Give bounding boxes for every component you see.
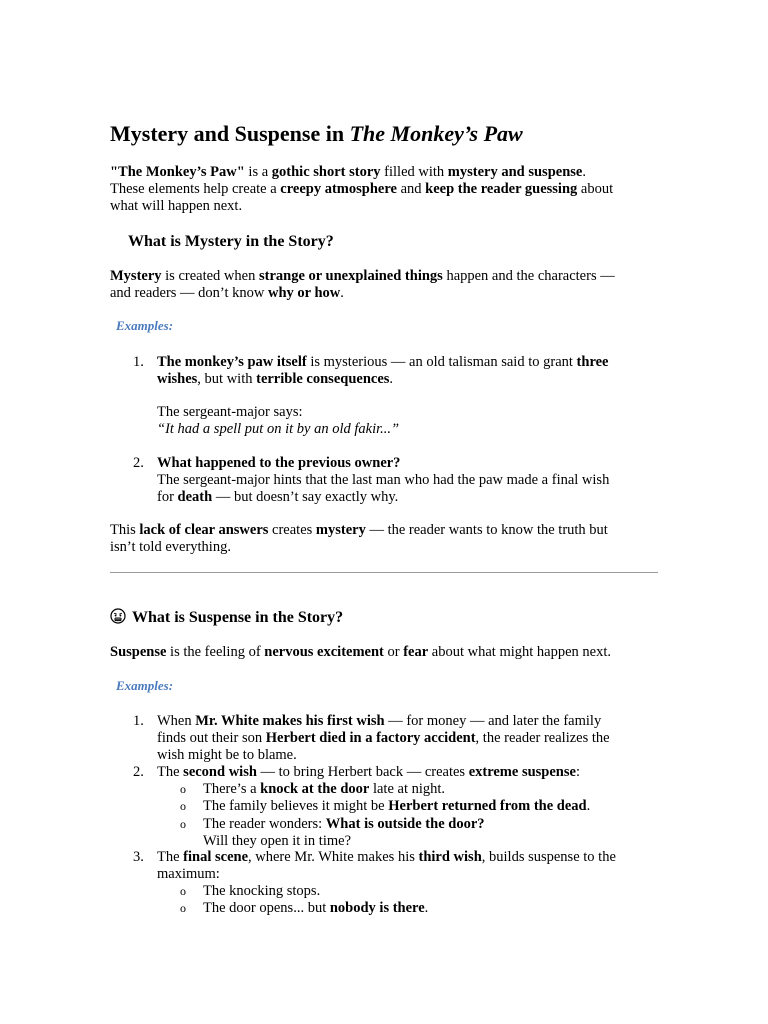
section-divider	[110, 572, 658, 573]
item-text: The sergeant-major hints that the last man who had the paw made a final wish	[157, 472, 610, 488]
intro-text: creepy atmosphere	[280, 181, 397, 197]
intro-text: .	[582, 164, 586, 180]
list-number: 1.	[133, 354, 144, 370]
item-text: The monkey’s paw itself	[157, 354, 307, 370]
bullet-text: What is outside the door?	[325, 816, 485, 832]
item-text: When	[157, 713, 196, 729]
conclusion-text: mystery	[315, 522, 366, 538]
item-text: maximum:	[157, 866, 220, 882]
item-text: second wish	[183, 764, 257, 780]
list-number: 1.	[133, 713, 144, 729]
bullet-item	[203, 816, 663, 850]
bullet-text: The family believes it might be	[203, 798, 389, 814]
page-title	[110, 120, 523, 148]
suspense-def-text: about what might happen next.	[428, 644, 611, 660]
item-text: , the reader realizes the	[475, 730, 610, 746]
item-text: :	[575, 764, 580, 780]
intro-text: These elements help create a	[110, 181, 281, 197]
bullet-text: knock at the door	[260, 781, 370, 797]
conclusion-text: This	[110, 522, 140, 538]
item-text: .	[389, 371, 394, 387]
mystery-definition	[110, 268, 660, 302]
bullet-text: Herbert returned from the dead	[388, 798, 587, 814]
item-text: , but with	[197, 371, 257, 387]
quote-text: “It had a spell put on it by an old fakir...”	[157, 421, 400, 437]
item-text: — but doesn’t say exactly why.	[212, 489, 399, 505]
intro-text: what will happen next.	[110, 198, 243, 214]
item-text: is mysterious — an old talisman said to grant	[306, 354, 577, 370]
suspense-def-text: or	[383, 644, 404, 660]
item-text: , where Mr. White makes his	[248, 849, 419, 865]
mystery-examples-label: Examples:	[116, 318, 174, 333]
item-title: What happened to the previous owner?	[157, 455, 401, 471]
item-text: , builds suspense to the	[481, 849, 616, 865]
list-item	[157, 764, 657, 781]
bullet-text: The reader wonders:	[203, 816, 326, 832]
suspense-examples-label: Examples:	[116, 678, 174, 693]
bullet-marker: o	[180, 901, 186, 915]
item-text: wish might be to blame.	[157, 747, 297, 763]
anxious-face-icon	[110, 608, 126, 624]
list-item	[157, 713, 657, 764]
bullet-text: The door opens... but	[203, 900, 330, 916]
intro-paragraph	[110, 164, 660, 215]
item-text: — to bring Herbert back — creates	[256, 764, 469, 780]
item-text: for	[157, 489, 178, 505]
list-item	[157, 849, 657, 883]
item-text: death	[177, 489, 213, 505]
suspense-definition	[110, 644, 660, 661]
bullet-item	[203, 798, 663, 815]
suspense-heading-text: What is Suspense in the Story?	[132, 609, 344, 626]
quote-intro: The sergeant-major says:	[157, 404, 303, 420]
bullet-item	[203, 781, 663, 798]
list-number: 2.	[133, 455, 144, 471]
item-text: The	[157, 849, 184, 865]
list-item	[157, 455, 657, 506]
list-number: 2.	[133, 764, 144, 780]
intro-text: and	[396, 181, 426, 197]
bullet-text: There’s a	[203, 781, 261, 797]
title-text: Mystery and Suspense in	[110, 121, 350, 146]
conclusion-text: lack of clear answers	[139, 522, 269, 538]
list-number: 3.	[133, 849, 144, 865]
mystery-def-text: strange or unexplained things	[258, 268, 443, 284]
item-text: final scene	[183, 849, 249, 865]
suspense-def-text: is the feeling of	[166, 644, 265, 660]
item-text: extreme suspense	[468, 764, 576, 780]
mystery-def-text: .	[340, 285, 344, 301]
intro-text: is a	[244, 164, 272, 180]
item-text: Herbert died in a factory accident	[265, 730, 476, 746]
item-text: — for money — and later the family	[384, 713, 602, 729]
mystery-def-text: why or how	[268, 285, 341, 301]
item-text: The	[157, 764, 184, 780]
intro-text: about	[577, 181, 614, 197]
suspense-def-text: nervous excitement	[264, 644, 384, 660]
conclusion-text: — the reader wants to know the truth but	[365, 522, 608, 538]
mystery-def-text: is created when	[161, 268, 259, 284]
bullet-marker: o	[180, 884, 186, 898]
intro-text: filled with	[380, 164, 448, 180]
mystery-conclusion	[110, 522, 660, 556]
mystery-def-text: and readers — don’t know	[110, 285, 268, 301]
suspense-heading	[110, 608, 343, 628]
item-text: third wish	[418, 849, 482, 865]
bullet-item	[203, 900, 663, 917]
bullet-marker: o	[180, 817, 186, 831]
conclusion-text: creates	[268, 522, 316, 538]
mystery-def-text: happen and the characters —	[442, 268, 615, 284]
bullet-text: Will they open it in time?	[203, 833, 352, 849]
bullet-marker: o	[180, 782, 186, 796]
mystery-def-text: Mystery	[110, 268, 162, 284]
bullet-text: The knocking stops.	[203, 883, 321, 899]
mystery-heading: What is Mystery in the Story?	[128, 233, 334, 250]
item-text: wishes	[157, 371, 198, 387]
intro-text: gothic short story	[271, 164, 381, 180]
bullet-text: .	[586, 798, 591, 814]
bullet-text: late at night.	[369, 781, 446, 797]
bullet-text: nobody is there	[329, 900, 425, 916]
intro-text: keep the reader guessing	[425, 181, 578, 197]
conclusion-text: isn’t told everything.	[110, 539, 231, 555]
bullet-text: .	[424, 900, 429, 916]
suspense-def-text: Suspense	[110, 644, 167, 660]
bullet-marker: o	[180, 799, 186, 813]
title-italic: The Monkey’s Paw	[349, 121, 523, 146]
suspense-def-text: fear	[403, 644, 429, 660]
bullet-item	[203, 883, 663, 900]
item-text: finds out their son	[157, 730, 266, 746]
intro-text: "The Monkey’s Paw"	[110, 164, 245, 180]
list-item	[157, 354, 657, 388]
intro-text: mystery and suspense	[447, 164, 583, 180]
item-text: three	[576, 354, 609, 370]
item-text: terrible consequences	[256, 371, 390, 387]
item-text: Mr. White makes his first wish	[195, 713, 385, 729]
